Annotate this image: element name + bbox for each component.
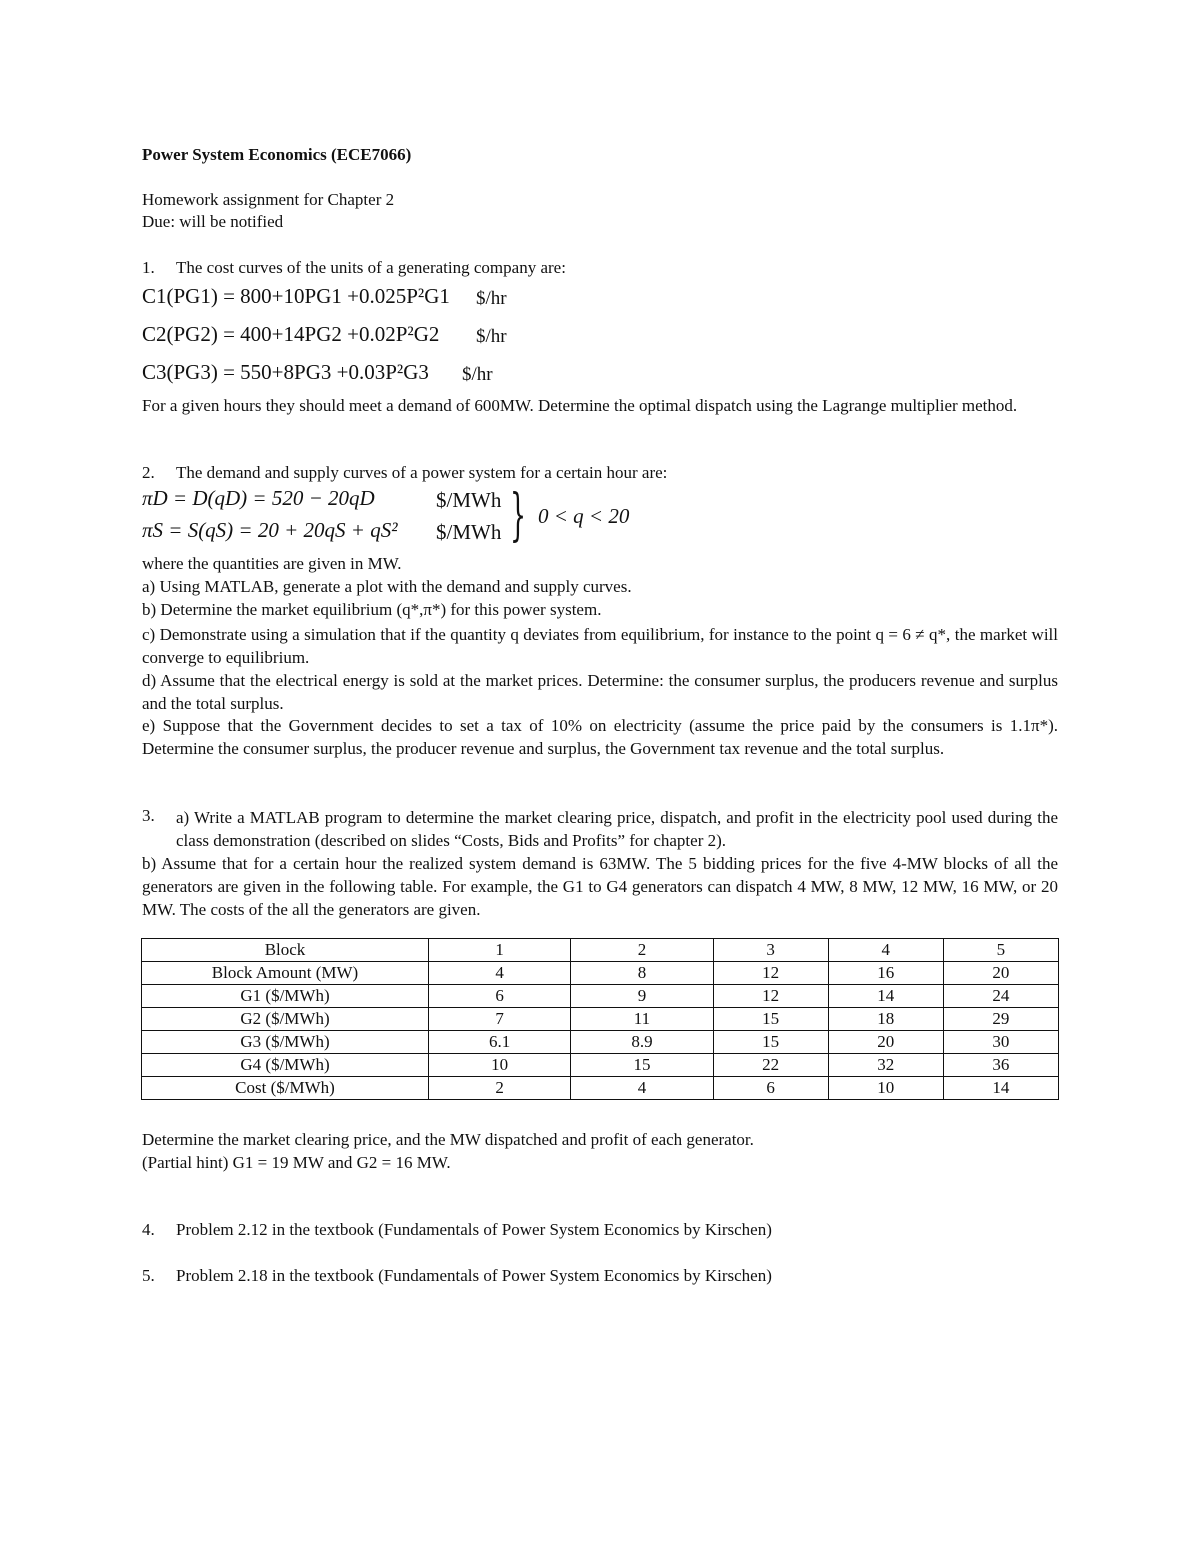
table-cell: 2 — [571, 939, 713, 962]
q2-range: 0 < q < 20 — [538, 504, 630, 528]
table-row — [142, 939, 1059, 962]
table-cell: 18 — [828, 1008, 943, 1031]
table-cell: 4 — [571, 1077, 713, 1100]
table-cell: 10 — [429, 1054, 571, 1077]
table-row-header: G1 ($/MWh) — [142, 985, 429, 1008]
bids-table-body — [142, 939, 1059, 1100]
q2-brace: } — [510, 483, 527, 548]
q4-text: Problem 2.12 in the textbook (Fundamentals of Power System Economics by Kirschen) — [176, 1220, 772, 1239]
q3-determine: Determine the market clearing price, and the MW dispatched and profit of each generator. — [142, 1130, 754, 1149]
table-row-header: G4 ($/MWh) — [142, 1054, 429, 1077]
table-row-header: G3 ($/MWh) — [142, 1031, 429, 1054]
q2-demand-unit: $/MWh — [436, 488, 502, 512]
table-cell: 4 — [429, 962, 571, 985]
table-cell: 1 — [429, 939, 571, 962]
table-cell: 14 — [943, 1077, 1058, 1100]
q3-hint: (Partial hint) G1 = 19 MW and G2 = 16 MW. — [142, 1153, 451, 1172]
table-cell: 9 — [571, 985, 713, 1008]
table-cell: 36 — [943, 1054, 1058, 1077]
table-cell: 4 — [828, 939, 943, 962]
q1-equation-1 — [142, 284, 450, 309]
table-cell: 10 — [828, 1077, 943, 1100]
table-cell: 5 — [943, 939, 1058, 962]
q2-part-b: b) Determine the market equilibrium (q*,π*) for this power system. — [142, 600, 602, 619]
q1-equation-2 — [142, 322, 439, 347]
table-cell: 2 — [429, 1077, 571, 1100]
table-cell: 12 — [713, 962, 828, 985]
table-cell: 3 — [713, 939, 828, 962]
table-cell: 15 — [713, 1008, 828, 1031]
table-row-header: G2 ($/MWh) — [142, 1008, 429, 1031]
table-cell: 7 — [429, 1008, 571, 1031]
q5-number: 5. — [142, 1266, 155, 1285]
table-row — [142, 1031, 1059, 1054]
q2-demand-equation: πD = D(qD) = 520 − 20qD — [142, 486, 375, 510]
table-cell: 14 — [828, 985, 943, 1008]
table-cell: 20 — [943, 962, 1058, 985]
q1-equation-3 — [142, 360, 429, 385]
table-cell: 6.1 — [429, 1031, 571, 1054]
table-cell: 29 — [943, 1008, 1058, 1031]
q3-part-a: a) Write a MATLAB program to determine the market clearing price, dispatch, and profit in the electricity pool used during the class demonstration (described on slides “Costs, Bids and Profits” for chapter 2). — [176, 808, 1058, 850]
table-cell: 8 — [571, 962, 713, 985]
q2-part-e: e) Suppose that the Government decides to set a tax of 10% on electricity (assume the price paid by the consumers is 1.1π*). Determine the consumer surplus, the producer revenue and surplus, the Government tax revenue and the total surplus. — [142, 716, 1058, 758]
table-cell: 32 — [828, 1054, 943, 1077]
q3-part-b: b) Assume that for a certain hour the realized system demand is 63MW. The 5 bidding prices for the five 4-MW blocks of all the generators are given in the following table. For example, the G1 to G4 generators can dispatch 4 MW, 8 MW, 12 MW, 16 MW, or 20 MW. The costs of the all the generators are given. — [142, 854, 1058, 919]
q1-eq1-unit: $/hr — [476, 288, 507, 309]
table-row-header: Block — [142, 939, 429, 962]
table-cell: 15 — [713, 1031, 828, 1054]
q1-number: 1. — [142, 258, 155, 277]
table-row — [142, 962, 1059, 985]
table-cell: 11 — [571, 1008, 713, 1031]
q2-intro: The demand and supply curves of a power system for a certain hour are: — [176, 463, 668, 482]
table-cell: 6 — [713, 1077, 828, 1100]
table-row — [142, 1008, 1059, 1031]
q1-intro: The cost curves of the units of a generating company are: — [176, 258, 566, 277]
q2-supply-unit: $/MWh — [436, 520, 502, 544]
table-cell: 15 — [571, 1054, 713, 1077]
table-cell: 12 — [713, 985, 828, 1008]
table-row-header: Cost ($/MWh) — [142, 1077, 429, 1100]
assignment-subtitle: Homework assignment for Chapter 2 — [142, 190, 395, 209]
q4-number: 4. — [142, 1220, 155, 1239]
table-cell: 24 — [943, 985, 1058, 1008]
table-row — [142, 1077, 1059, 1100]
q1-eq2-text: C2(PG2) = 400+14PG2 +0.02P²G2 — [142, 322, 440, 346]
q1-eq3-text: C3(PG3) = 550+8PG3 +0.03P²G3 — [142, 360, 429, 384]
table-cell: 16 — [828, 962, 943, 985]
table-cell: 30 — [943, 1031, 1058, 1054]
q1-eq3-unit: $/hr — [462, 364, 493, 385]
q1-text: For a given hours they should meet a demand of 600MW. Determine the optimal dispatch using the Lagrange multiplier method. — [142, 396, 1018, 415]
q1-eq1-text: C1(PG1) = 800+10PG1 +0.025P²G1 — [142, 284, 450, 308]
q2-part-d: d) Assume that the electrical energy is sold at the market prices. Determine: the consumer surplus, the producers revenue and surplus and the total surplus. — [142, 671, 1058, 713]
table-cell: 8.9 — [571, 1031, 713, 1054]
q2-number: 2. — [142, 463, 155, 482]
q2-where: where the quantities are given in MW. — [142, 554, 402, 573]
q2-supply-equation: πS = S(qS) = 20 + 20qS + qS² — [142, 518, 398, 542]
q5-text: Problem 2.18 in the textbook (Fundamentals of Power System Economics by Kirschen) — [176, 1266, 772, 1285]
table-cell: 20 — [828, 1031, 943, 1054]
table-cell: 22 — [713, 1054, 828, 1077]
table-row — [142, 985, 1059, 1008]
table-row — [142, 1054, 1059, 1077]
document-title: Power System Economics (ECE7066) — [142, 145, 412, 164]
due-date: Due: will be notified — [142, 212, 284, 231]
q2-part-c: c) Demonstrate using a simulation that if the quantity q deviates from equilibrium, for instance to the point q = 6 ≠ q*, the market will converge to equilibrium. — [142, 625, 1058, 667]
table-cell: 6 — [429, 985, 571, 1008]
q1-eq2-unit: $/hr — [476, 326, 507, 347]
q3-number: 3. — [142, 806, 155, 825]
table-row-header: Block Amount (MW) — [142, 962, 429, 985]
bids-table — [141, 938, 1059, 1100]
q2-part-a: a) Using MATLAB, generate a plot with the demand and supply curves. — [142, 577, 632, 596]
